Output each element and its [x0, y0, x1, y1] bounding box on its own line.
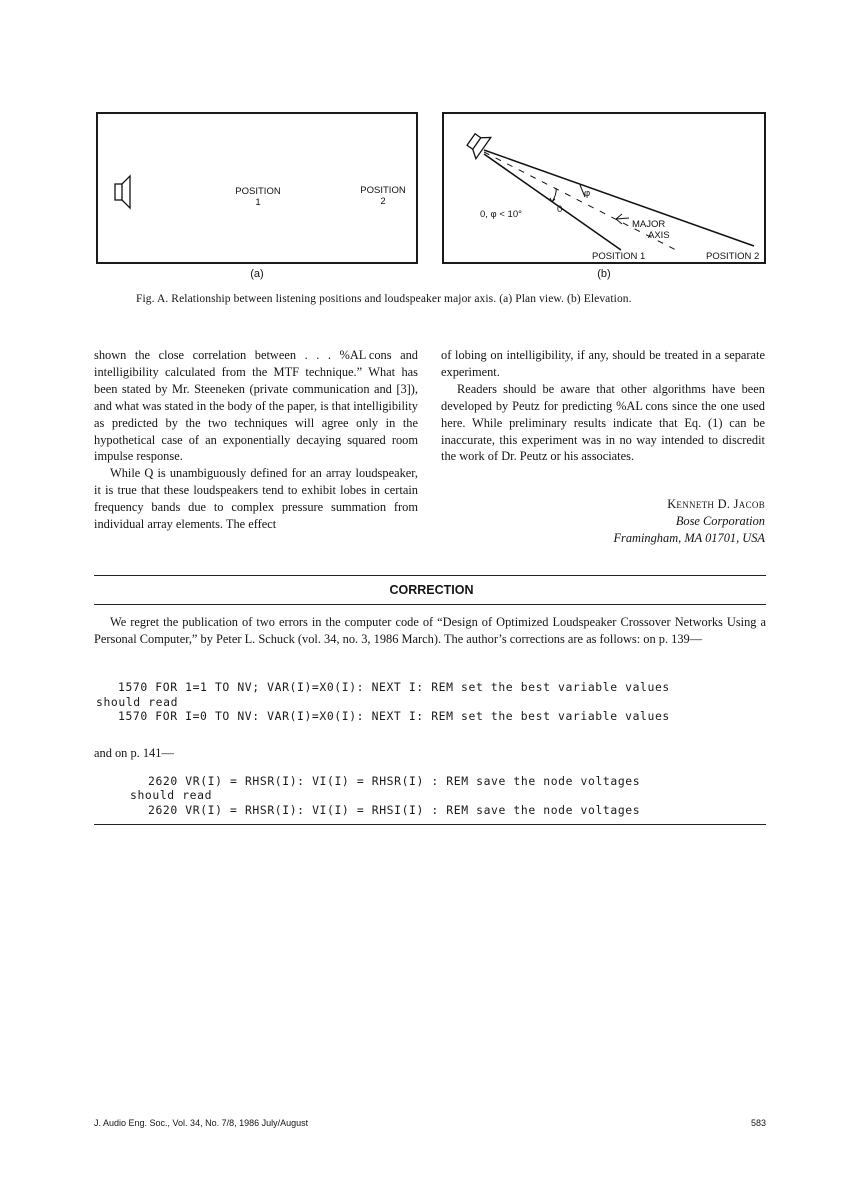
should-read-label-2: should read [130, 788, 213, 802]
elevation-diagram [444, 114, 764, 262]
major-axis-arrow-icon [616, 214, 629, 224]
code-line-2620-right: 2620 VR(I) = RHSR(I): VI(I) = RHSI(I) : REM save the node voltages [148, 803, 641, 817]
position-2-number: 2 [380, 196, 386, 207]
right-paragraph-2: Readers should be aware that other algorithms have been developed by Peutz for predicting %AL cons since the one used here. While preliminary results indicate that Eq. (1) can be inaccurate, this experiment was in no way intended to discredit the work of Dr. Peutz or his associates. [441, 381, 765, 464]
figure-caption: Fig. A. Relationship between listening positions and loudspeaker major axis. (a) Plan view. (b) Elevation. [136, 293, 632, 305]
theta-label: 0 [557, 204, 563, 215]
position-2-label: POSITION 2 [706, 251, 760, 262]
major-axis-label-line1: MAJOR [632, 219, 666, 230]
left-column [94, 347, 418, 533]
loudspeaker-icon [115, 176, 130, 208]
code-line-1570-wrong: 1570 FOR 1=1 TO NV; VAR(I)=X0(I): NEXT I: REM set the best variable values [118, 680, 670, 694]
should-read-label-1: should read [96, 695, 179, 709]
journal-footer: J. Audio Eng. Soc., Vol. 34, No. 7/8, 1986 July/August [94, 1118, 309, 1128]
correction-mid-text: and on p. 141— [94, 746, 174, 760]
tilted-loudspeaker-icon [464, 129, 491, 159]
page-number: 583 [750, 1118, 766, 1128]
panel-b-sublabel: (b) [597, 268, 611, 280]
line-to-position-2 [484, 150, 754, 246]
author-affiliation: Bose Corporation [675, 514, 765, 528]
correction-bottom-rule [94, 824, 766, 825]
author-location: Framingham, MA 01701, USA [613, 531, 765, 545]
correction-intro: We regret the publication of two errors in the computer code of “Design of Optimized Loudspeaker Crossover Networks Using a Personal Computer,” by Peter L. Schuck (vol. 34, no. 3, 1986 March). The author’s corrections are as follows: on p. 139— [94, 615, 766, 646]
phi-label: φ [584, 188, 591, 199]
correction-top-rule [94, 575, 766, 576]
major-axis-label-line2: AXIS [648, 230, 670, 241]
code-line-1570-right: 1570 FOR I=0 TO NV: VAR(I)=X0(I): NEXT I: REM set the best variable values [118, 709, 670, 723]
author-name: Kenneth D. Jacob [667, 497, 765, 511]
position-1-label: POSITION 1 [592, 251, 646, 262]
position-2-label: POSITION [360, 185, 406, 196]
position-1-number: 1 [255, 197, 261, 208]
figure-panel-b [442, 112, 766, 264]
figure-panel-a [96, 112, 418, 264]
correction-heading: CORRECTION [389, 583, 474, 597]
panel-a-sublabel: (a) [250, 268, 264, 280]
plan-view-diagram [98, 114, 416, 262]
position-1-label: POSITION [235, 186, 281, 197]
code-line-2620-wrong: 2620 VR(I) = RHSR(I): VI(I) = RHSR(I) : REM save the node voltages [148, 774, 641, 788]
correction-heading-rule [94, 604, 766, 605]
right-paragraph-1: of lobing on intelligibility, if any, should be treated in a separate experiment. [441, 348, 765, 379]
signature-block [441, 496, 765, 547]
left-paragraph-1: shown the close correlation between . . . %AL cons and intelligibility calculated from the MTF technique.” What has been stated by Mr. Steeneken (private communication and [3]), and what was stated in the body of the paper, is that intelligibility as predicted by the two techniques will agree only in the hypothetical case of an exponentially decaying squared room impulse response. [94, 348, 419, 464]
right-column [441, 347, 765, 465]
angle-condition-label: 0, φ < 10° [480, 209, 522, 220]
left-paragraph-2: While Q is unambiguously defined for an array loudspeaker, it is true that these loudspeakers tend to exhibit lobes in certain frequency bands due to complex pressure summation from individual array elements. The effect [94, 466, 418, 532]
